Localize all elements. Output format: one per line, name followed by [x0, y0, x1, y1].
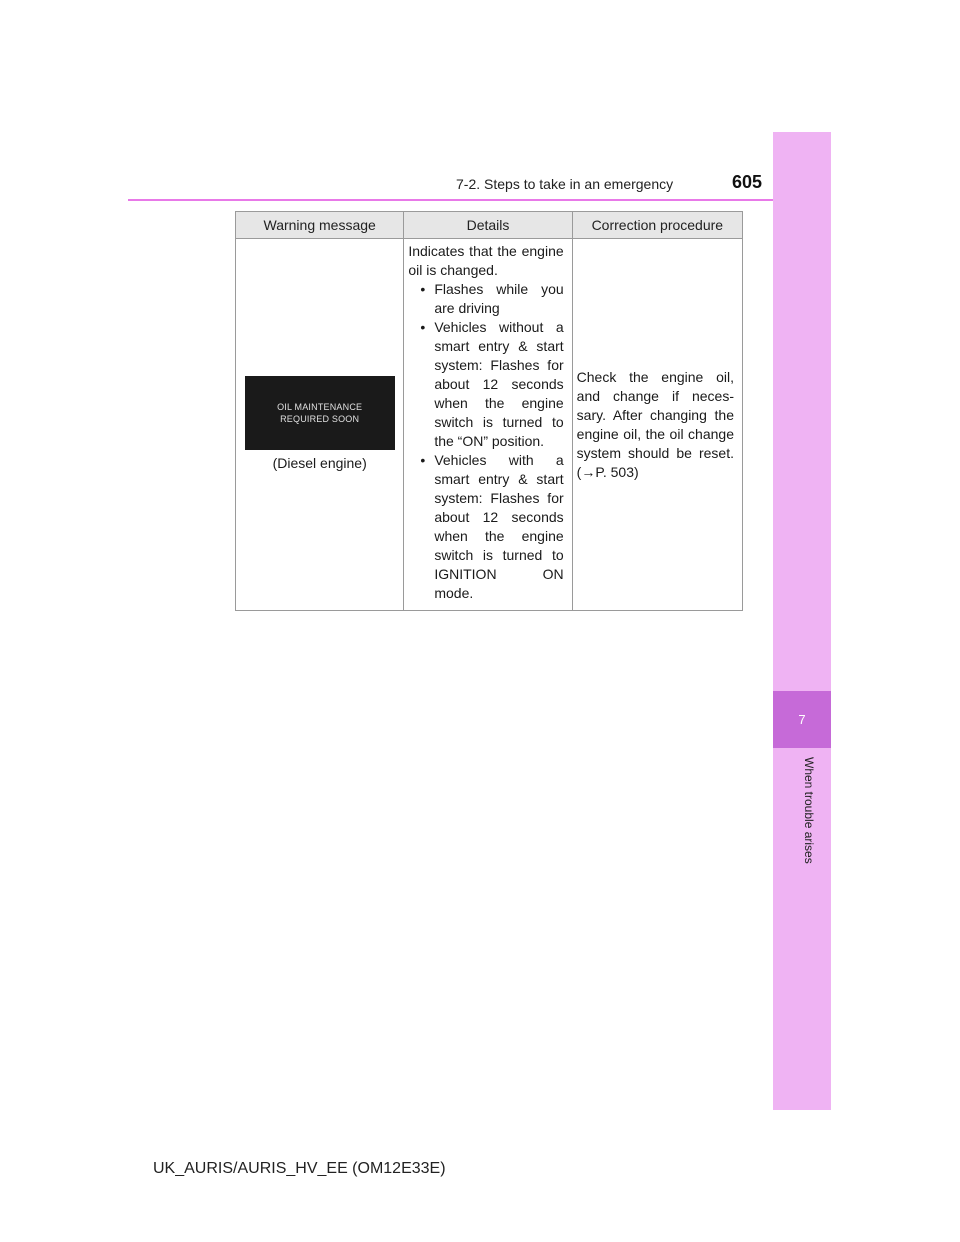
- warning-message-cell: [236, 239, 404, 611]
- list-item: • Vehicles with a smart entry & start system: Flashes for about 12 seconds when the engine switch is turned to IGNITION ON mode.: [408, 451, 563, 603]
- warning-message-table: [235, 211, 743, 611]
- list-item: • Flashes while you are driving: [408, 280, 563, 318]
- header-correction-procedure: Correction procedure: [572, 212, 742, 239]
- table-row: [236, 239, 743, 611]
- details-list: [408, 280, 563, 603]
- correction-text: Check the engine oil, and change if neces-sary. After changing the engine oil, the oil change system should be reset. (→P. 503): [576, 368, 734, 480]
- table-header-row: [236, 212, 743, 239]
- page-number: 605: [732, 172, 763, 192]
- chapter-title: When trouble arises: [802, 757, 816, 864]
- header-rule: [128, 199, 831, 201]
- oil-maintenance-display: [245, 376, 395, 450]
- section-title: 7-2. Steps to take in an emergency: [456, 176, 674, 192]
- list-item: • Vehicles without a smart entry & start system: Flashes for about 12 seconds when the engine switch is turned to the “ON” position.: [408, 318, 563, 451]
- details-cell: [404, 239, 572, 611]
- header-details: Details: [404, 212, 572, 239]
- side-tab: [773, 132, 831, 1110]
- engine-caption: (Diesel engine): [272, 455, 367, 471]
- details-intro: Indicates that the engine oil is changed.: [408, 243, 564, 278]
- footer-model-code: UK_AURIS/AURIS_HV_EE (OM12E33E): [153, 1160, 446, 1177]
- chapter-number: 7: [798, 712, 806, 727]
- correction-cell: [572, 239, 742, 611]
- display-line-1: OIL MAINTENANCE: [277, 402, 363, 412]
- chapter-number-tab: [773, 691, 831, 748]
- header-warning-message: Warning message: [236, 212, 404, 239]
- display-line-2: REQUIRED SOON: [280, 414, 360, 424]
